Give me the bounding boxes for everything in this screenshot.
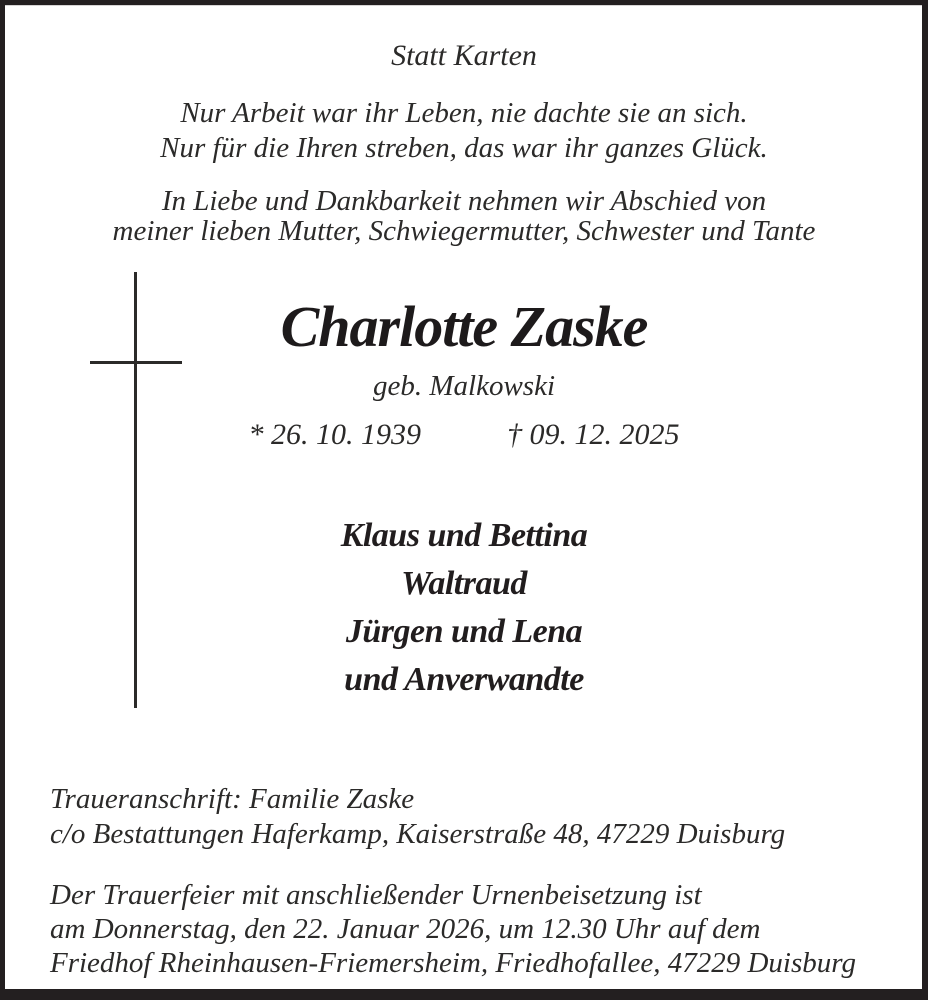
deceased-name: Charlotte Zaske [280,294,648,359]
intro-line-2: meiner lieben Mutter, Schwiegermutter, Schwester und Tante [112,215,816,247]
funeral-line-3: Friedhof Rheinhausen-Friemersheim, Friedhofallee, 47229 Duisburg [50,947,856,979]
mourner-line-1: Klaus und Bettina [340,517,588,554]
notice-header: Statt Karten [391,39,537,72]
verse-line-2: Nur für die Ihren streben, das war ihr ganzes Glück. [160,132,768,164]
birth-date: * 26. 10. 1939 [248,418,421,451]
funeral-line-1: Der Trauerfeier mit anschließender Urnenbeisetzung ist [50,879,702,911]
address-line-2: c/o Bestattungen Haferkamp, Kaiserstraße 48, 47229 Duisburg [50,818,786,850]
verse-line-1: Nur Arbeit war ihr Leben, nie dachte sie an sich. [180,97,748,129]
funeral-info-block [50,878,888,980]
intro-block [0,186,928,246]
intro-line-1: In Liebe und Dankbarkeit nehmen wir Abschied von [161,185,767,217]
life-dates-row [0,418,928,452]
funeral-line-2: am Donnerstag, den 22. Januar 2026, um 12.30 Uhr auf dem [50,913,761,945]
mourner-line-4: und Anverwandte [344,661,584,698]
mourning-address-block [50,782,888,852]
mourners-block [0,512,928,704]
address-line-1: Traueranschrift: Familie Zaske [50,783,415,815]
mourner-line-2: Waltraud [401,565,527,602]
death-date: † 09. 12. 2025 [507,418,680,451]
maiden-name: geb. Malkowski [372,370,555,402]
verse-block [0,96,928,166]
mourner-line-3: Jürgen und Lena [345,613,583,650]
cross-horizontal-bar [90,361,182,364]
